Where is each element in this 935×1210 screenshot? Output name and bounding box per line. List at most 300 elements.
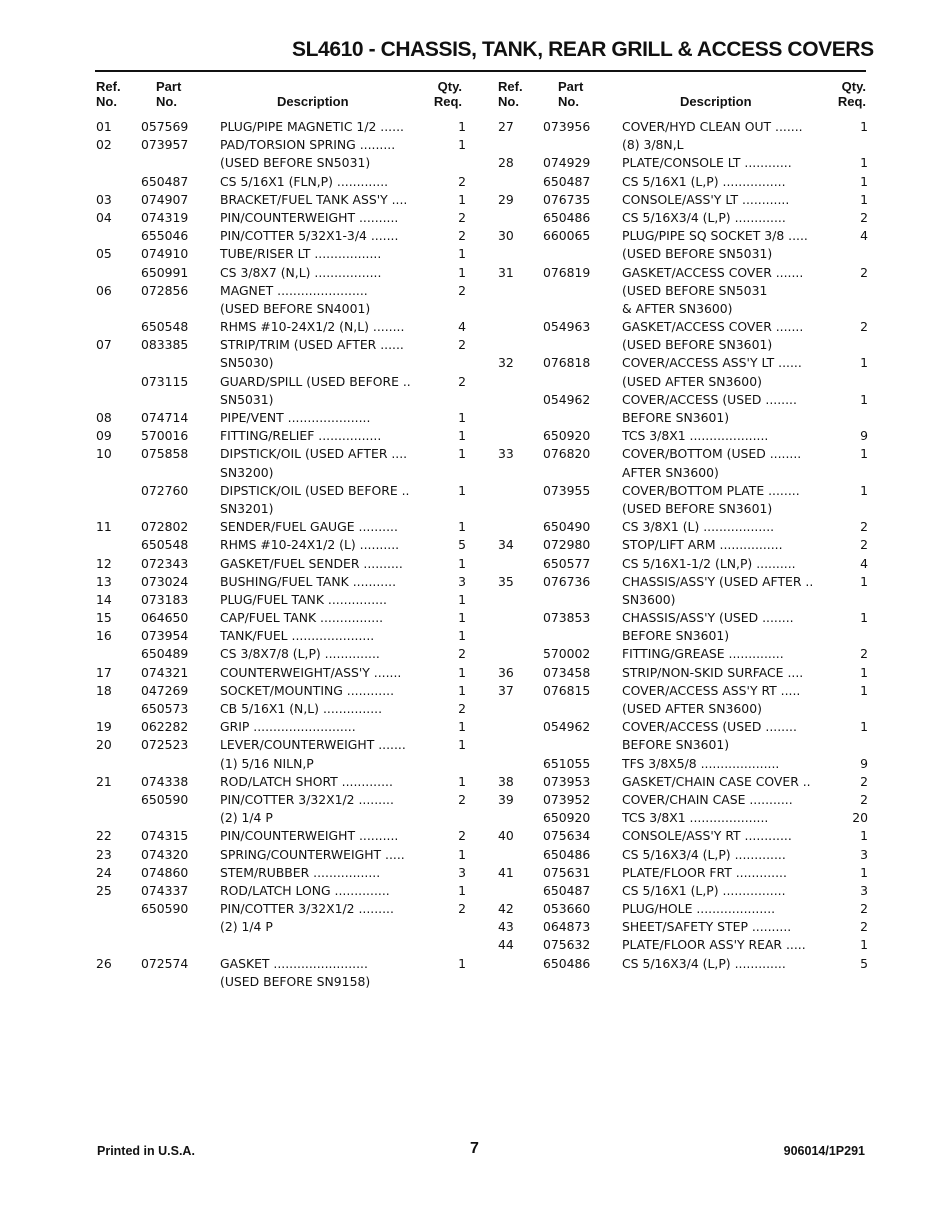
parts-row [498,209,868,227]
quantity-required: 2 [860,209,868,225]
parts-row [96,427,466,445]
part-number: 076820 [543,446,591,462]
left-part-header [156,79,181,109]
parts-row [96,264,466,282]
part-description: CS 3/8X7 (N,L) ................. [220,264,382,280]
parts-row [96,973,466,991]
quantity-required: 5 [458,537,466,553]
part-description: DIPSTICK/OIL (USED BEFORE .. [220,482,410,498]
part-description: MAGNET ....................... [220,282,368,298]
part-number: 073953 [543,773,591,789]
part-description: STRIP/TRIM (USED AFTER ...... [220,337,404,353]
part-number: 660065 [543,228,591,244]
ref-number: 19 [96,719,112,735]
left-desc-header: Description [277,94,349,109]
part-description: (1) 5/16 NILN,P [220,755,314,771]
part-number: 650920 [543,428,591,444]
part-description: (USED BEFORE SN5031) [622,246,773,262]
ref-number: 26 [96,955,112,971]
quantity-required: 1 [860,719,868,735]
qty-header-line2: Req. [837,94,866,109]
ref-number: 37 [498,682,514,698]
part-description: PLUG/FUEL TANK ............... [220,591,387,607]
part-description: TFS 3/8X5/8 .................... [622,755,780,771]
parts-row [498,336,868,354]
parts-row [498,682,868,700]
part-description: (USED BEFORE SN4001) [220,300,371,316]
part-description: CB 5/16X1 (N,L) ............... [220,701,383,716]
ref-number: 18 [96,682,112,698]
part-description: COUNTERWEIGHT/ASS'Y ....... [220,664,402,680]
part-description: STEM/RUBBER ................. [220,864,381,880]
part-description: DIPSTICK/OIL (USED AFTER .... [220,446,408,462]
part-number: 053660 [543,901,591,917]
parts-row [498,318,868,336]
parts-row [96,573,466,591]
part-description: COVER/BOTTOM (USED ........ [622,446,802,462]
parts-row [498,573,868,591]
parts-row [498,136,868,154]
part-description: PIN/COTTER 5/32X1-3/4 ....... [220,228,399,244]
part-description: STRIP/NON-SKID SURFACE .... [622,664,804,680]
part-number: 650590 [141,901,189,917]
part-number: 075632 [543,937,591,953]
part-description: COVER/ACCESS ASS'Y LT ...... [622,355,802,371]
part-number: 650487 [141,173,189,189]
ref-number: 36 [498,664,514,680]
ref-number: 02 [96,137,112,153]
part-description: & AFTER SN3600) [622,300,733,316]
parts-row [96,354,466,372]
part-description: (USED BEFORE SN9158) [220,973,371,989]
quantity-required: 9 [860,428,868,444]
parts-row [96,173,466,191]
part-number: 075858 [141,446,189,462]
part-header-line1: Part [156,79,182,94]
part-number: 076815 [543,682,591,698]
part-description: RHMS #10-24X1/2 (L) .......... [220,537,400,553]
parts-row [498,282,868,300]
part-number: 074929 [543,155,591,171]
quantity-required: 2 [458,701,466,716]
part-number: 057569 [141,119,189,134]
parts-row [96,154,466,172]
quantity-required: 2 [860,537,868,553]
part-description: CS 5/16X3/4 (L,P) ............. [622,846,786,862]
part-description: (USED AFTER SN3600) [622,701,762,716]
quantity-required: 1 [458,428,466,444]
parts-row [498,373,868,391]
part-number: 076819 [543,264,591,280]
ref-number: 38 [498,773,514,789]
part-header-line1: Part [558,79,584,94]
part-number: 650487 [543,882,591,898]
part-description: GASKET/ACCESS COVER ....... [622,264,804,280]
part-description: CS 3/8X7/8 (L,P) .............. [220,646,380,662]
part-description: CS 5/16X1 (L,P) ................ [622,173,786,189]
parts-row [498,536,868,554]
part-description: PLATE/FLOOR ASS'Y REAR ..... [622,937,806,953]
quantity-required: 1 [860,173,868,189]
part-number: 570002 [543,646,591,662]
parts-row [498,227,868,245]
ref-header-line2: No. [96,94,117,109]
part-description: CHASSIS/ASS'Y (USED AFTER .. [622,573,814,589]
parts-row [498,755,868,773]
quantity-required: 2 [458,209,466,225]
parts-row [498,773,868,791]
part-description: SN5031) [220,391,274,407]
parts-row [96,209,466,227]
ref-number: 17 [96,664,112,680]
right-ref-header [498,79,523,109]
ref-number: 33 [498,446,514,462]
parts-row [96,482,466,500]
quantity-required: 2 [458,828,466,844]
quantity-required: 1 [458,555,466,571]
part-description: TUBE/RISER LT ................. [220,246,382,262]
part-description: CAP/FUEL TANK ................ [220,610,384,626]
quantity-required: 1 [458,482,466,498]
ref-number: 08 [96,410,112,425]
left-ref-header [96,79,121,109]
parts-row [498,391,868,409]
part-number: 076818 [543,355,591,371]
quantity-required: 2 [860,319,868,335]
quantity-required: 2 [458,791,466,807]
part-number: 650920 [543,810,591,826]
quantity-required: 2 [458,646,466,662]
quantity-required: 4 [860,228,868,244]
part-number: 047269 [141,682,189,698]
left-qty-header [420,79,462,109]
parts-row [498,846,868,864]
part-description: CS 5/16X3/4 (L,P) ............. [622,209,786,225]
quantity-required: 2 [860,791,868,807]
part-number: 073115 [141,373,189,389]
printed-in-label: Printed in U.S.A. [97,1144,195,1158]
parts-row [96,627,466,645]
title-rule [95,70,866,72]
parts-row [498,118,868,136]
parts-row [96,809,466,827]
part-header-line2: No. [558,94,579,109]
quantity-required: 4 [860,555,868,571]
quantity-required: 20 [852,810,868,826]
part-description: PIN/COTTER 3/32X1/2 ......... [220,791,394,807]
quantity-required: 2 [860,646,868,662]
part-number: 075631 [543,864,591,880]
part-description: SN3600) [622,591,676,607]
part-description: COVER/CHAIN CASE ........... [622,791,793,807]
part-description: FITTING/RELIEF ................ [220,428,382,444]
quantity-required: 1 [860,828,868,844]
quantity-required: 1 [860,937,868,953]
parts-row [96,136,466,154]
quantity-required: 1 [860,573,868,589]
part-description: PIPE/VENT ..................... [220,410,371,425]
parts-row [96,882,466,900]
quantity-required: 2 [458,173,466,189]
part-description: PIN/COUNTERWEIGHT .......... [220,209,399,225]
part-description: CONSOLE/ASS'Y LT ............ [622,191,790,207]
ref-number: 13 [96,573,112,589]
parts-row [96,118,466,136]
ref-header-line2: No. [498,94,519,109]
part-description: SHEET/SAFETY STEP .......... [622,919,792,935]
part-description: TCS 3/8X1 .................... [622,810,769,826]
quantity-required: 2 [860,773,868,789]
parts-row [498,609,868,627]
part-description: GASKET/CHAIN CASE COVER .. [622,773,811,789]
part-description: PLUG/PIPE MAGNETIC 1/2 ...... [220,119,404,134]
part-number: 076735 [543,191,591,207]
part-description: GASKET/FUEL SENDER .......... [220,555,403,571]
right-parts-list [498,118,868,973]
parts-row [96,591,466,609]
part-description: TCS 3/8X1 .................... [622,428,769,444]
part-description: BUSHING/FUEL TANK ........... [220,573,397,589]
part-description: SN3201) [220,500,274,516]
part-description: BRACKET/FUEL TANK ASS'Y .... [220,191,408,207]
part-description: COVER/ACCESS (USED ........ [622,391,797,407]
parts-row [96,900,466,918]
parts-row [96,191,466,209]
page-number: 7 [470,1140,479,1157]
quantity-required: 1 [458,519,466,535]
parts-row [498,591,868,609]
ref-number: 24 [96,864,112,880]
ref-number: 14 [96,591,112,607]
parts-row [498,445,868,463]
part-description: BEFORE SN3601) [622,737,730,753]
part-description: (2) 1/4 P [220,919,273,935]
parts-row [498,245,868,263]
ref-number: 07 [96,337,112,353]
part-description: PAD/TORSION SPRING ......... [220,137,396,153]
quantity-required: 1 [860,682,868,698]
part-description: PLUG/PIPE SQ SOCKET 3/8 ..... [622,228,808,244]
parts-row [498,700,868,718]
ref-header-line1: Ref. [498,79,523,94]
quantity-required: 1 [860,610,868,626]
part-number: 073954 [141,628,189,644]
ref-number: 06 [96,282,112,298]
part-description: PIN/COTTER 3/32X1/2 ......... [220,901,394,917]
part-number: 054962 [543,719,591,735]
parts-row [96,409,466,427]
part-description: (USED AFTER SN3600) [622,373,762,389]
part-number: 655046 [141,228,189,244]
part-number: 650991 [141,264,189,280]
quantity-required: 1 [860,664,868,680]
parts-row [498,918,868,936]
parts-row [96,846,466,864]
part-number: 074714 [141,410,189,425]
parts-row [498,955,868,973]
part-number: 054962 [543,391,591,407]
parts-row [96,227,466,245]
part-description: COVER/ACCESS (USED ........ [622,719,797,735]
part-number: 650490 [543,519,591,535]
quantity-required: 2 [860,264,868,280]
ref-number: 21 [96,773,112,789]
ref-number: 35 [498,573,514,589]
quantity-required: 1 [860,864,868,880]
quantity-required: 1 [458,119,466,134]
part-number: 072343 [141,555,189,571]
part-description: PIN/COUNTERWEIGHT .......... [220,828,399,844]
part-description: PLUG/HOLE .................... [622,901,776,917]
ref-number: 15 [96,610,112,626]
parts-row [498,264,868,282]
part-number: 062282 [141,719,189,735]
quantity-required: 1 [458,191,466,207]
part-number: 650487 [543,173,591,189]
parts-row [96,609,466,627]
part-description: BEFORE SN3601) [622,410,730,425]
part-description: (2) 1/4 P [220,810,273,826]
quantity-required: 5 [860,955,868,971]
ref-number: 12 [96,555,112,571]
part-description: (USED BEFORE SN3601) [622,337,773,353]
quantity-required: 3 [458,864,466,880]
part-number: 072523 [141,737,189,753]
part-description: ROD/LATCH SHORT ............. [220,773,393,789]
quantity-required: 2 [458,901,466,917]
parts-row [96,827,466,845]
quantity-required: 1 [458,628,466,644]
part-description: (USED BEFORE SN3601) [622,500,773,516]
parts-row [498,791,868,809]
quantity-required: 1 [860,391,868,407]
parts-row [96,918,466,936]
part-number: 074320 [141,846,189,862]
parts-row [96,445,466,463]
part-description: TANK/FUEL ..................... [220,628,375,644]
right-qty-header [822,79,866,109]
parts-row [96,318,466,336]
quantity-required: 2 [860,519,868,535]
part-number: 073458 [543,664,591,680]
quantity-required: 1 [458,446,466,462]
quantity-required: 3 [860,846,868,862]
ref-number: 25 [96,882,112,898]
quantity-required: 1 [458,410,466,425]
parts-row [96,718,466,736]
ref-number: 11 [96,519,112,535]
quantity-required: 1 [458,882,466,898]
parts-row [96,555,466,573]
parts-row [498,154,868,172]
quantity-required: 2 [458,373,466,389]
parts-row [498,354,868,372]
quantity-required: 1 [860,119,868,134]
right-desc-header: Description [680,94,752,109]
part-header-line2: No. [156,94,177,109]
parts-row [96,536,466,554]
quantity-required: 2 [860,901,868,917]
ref-number: 04 [96,209,112,225]
quantity-required: 3 [458,573,466,589]
ref-number: 44 [498,937,514,953]
ref-number: 31 [498,264,514,280]
parts-row [498,736,868,754]
quantity-required: 2 [458,282,466,298]
part-number: 073853 [543,610,591,626]
part-number: 650577 [543,555,591,571]
part-description: LEVER/COUNTERWEIGHT ....... [220,737,406,753]
part-number: 650590 [141,791,189,807]
part-number: 074321 [141,664,189,680]
part-number: 072574 [141,955,189,971]
part-number: 073952 [543,791,591,807]
parts-row [96,245,466,263]
ref-number: 09 [96,428,112,444]
parts-row [498,409,868,427]
part-description: SN3200) [220,464,274,480]
part-description: CS 3/8X1 (L) .................. [622,519,775,535]
part-description: GASKET ........................ [220,955,368,971]
part-number: 650548 [141,537,189,553]
ref-number: 40 [498,828,514,844]
quantity-required: 1 [860,482,868,498]
parts-row [96,300,466,318]
part-description: SN5030) [220,355,274,371]
part-description: GUARD/SPILL (USED BEFORE .. [220,373,411,389]
parts-row [96,700,466,718]
part-description: (USED BEFORE SN5031 [622,282,768,298]
parts-row [96,518,466,536]
part-description: BEFORE SN3601) [622,628,730,644]
part-description: RHMS #10-24X1/2 (N,L) ........ [220,319,405,335]
part-number: 073955 [543,482,591,498]
part-number: 074315 [141,828,189,844]
part-number: 074860 [141,864,189,880]
quantity-required: 1 [458,737,466,753]
part-description: (USED BEFORE SN5031) [220,155,371,171]
parts-row [96,664,466,682]
parts-row [96,936,466,954]
part-number: 650486 [543,846,591,862]
ref-header-line1: Ref. [96,79,121,94]
part-description: SOCKET/MOUNTING ............ [220,682,395,698]
part-number: 650489 [141,646,189,662]
parts-row [498,300,868,318]
ref-number: 16 [96,628,112,644]
quantity-required: 3 [860,882,868,898]
part-number: 076736 [543,573,591,589]
parts-row [96,464,466,482]
qty-header-line1: Qty. [437,79,462,94]
quantity-required: 1 [860,355,868,371]
parts-row [96,773,466,791]
part-description: GASKET/ACCESS COVER ....... [622,319,804,335]
quantity-required: 2 [458,228,466,244]
part-description: SENDER/FUEL GAUGE .......... [220,519,398,535]
right-part-header [558,79,583,109]
part-description: PLATE/FLOOR FRT ............. [622,864,787,880]
parts-row [96,282,466,300]
part-description: ROD/LATCH LONG .............. [220,882,390,898]
parts-row [96,373,466,391]
quantity-required: 2 [458,337,466,353]
ref-number: 20 [96,737,112,753]
part-number: 650548 [141,319,189,335]
part-description: SPRING/COUNTERWEIGHT ..... [220,846,405,862]
quantity-required: 1 [458,846,466,862]
parts-row [498,500,868,518]
